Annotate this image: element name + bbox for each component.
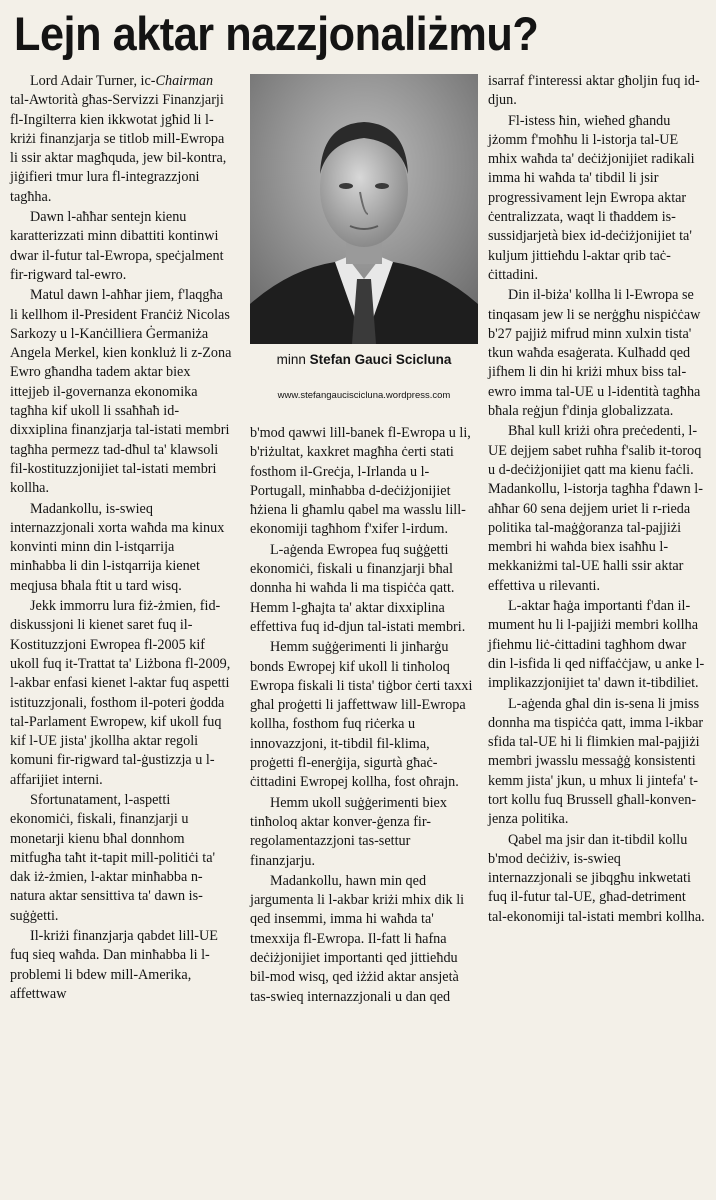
paragraph: Bħal kull kriżi oħra preċedenti, l-UE dejjem sabet ruħha f'salib it-toroq u d-deċiżjonijiet qatt ma kienu faċli. Madankollu, l-istorja tagħha f'dawn l-aħħar 60 sena dejjem uriet li r-rieda politika tal-maġġoranza tal-pajjiżi membri hi waħda biex isaħħu l-mekkaniżmi tal-UE ħalli ssir aktar effettiva u rilevanti. — [488, 423, 703, 594]
paragraph: Hemm ukoll suġġerimenti biex tinħoloq aktar konver-ġenza fir-regolamentazzjoni tas-settur finanzjarju. — [250, 794, 447, 869]
author-name: Stefan Gauci Scicluna — [309, 352, 452, 367]
author-portrait-image — [250, 74, 478, 344]
paragraph: Madankollu, is-swieq internazzjonali xorta waħda ma kinux konvinti minn din l-istqarrija minħabba li din l-istqarrija kienet meqjusa bħala ftit u tard wisq. — [10, 500, 225, 594]
author-photo — [250, 74, 478, 344]
paragraph: isarraf f'interessi aktar għoljin fuq id-djun. — [488, 73, 700, 109]
paragraph: Hemm suġġerimenti li jinħarġu bonds Ewropej kif ukoll li tinħoloq Ewropa fiskali li tista' tiġbor ċerti taxxi għal proġetti li jaffettwaw lill-Ewropa kollha, fosthom fuq riċerka u innovazzjoni, it-tibdil fil-klima, proġetti fl-enerġija, sigurtà għaċ-ċittadini Ewropej kollha, fost oħrajn. — [250, 639, 473, 791]
author-website: www.stefangaucisciclunа.wordpress.com — [277, 390, 451, 401]
paragraph: b'mod qawwi lill-banek fl-Ewropa u li, b'riżultat, kaxkret magħha ċerti stati fosthom il-Greċja, l-Irlanda u l-Portugall, minħabba d-deċiżjonijiet ħżiena li għamlu qabel ma wasslu lill-ekonomiji tagħhom f'xifer l-irdum. — [250, 425, 471, 538]
paragraph: Qabel ma jsir dan it-tibdil kollu b'mod deċiżiv, is-swieq internazzjonali se jibqgħu inkwetati fuq il-futur tal-UE, għad-detriment tal-ekonomiji tal-istati membri kollha. — [488, 831, 705, 925]
paragraph: L-aġenda Ewropea fuq suġġetti ekonomiċi, fiskali u finanzjarji bħal donnha hi waħda li ma tispiċċa qatt. Hemm l-għajta ta' aktar dixxiplina effettiva fuq id-djun tal-istati membri. — [250, 541, 466, 635]
column-2 — [250, 424, 474, 1007]
paragraph: Fl-istess ħin, wieħed għandu jżomm f'moħħu li l-istorja tal-UE mhix waħda ta' deċiżjonijiet radikali imma hi waħda ta' tibdil li jsir progressivament lejn Ewropa aktar ċentralizzata, waqt li tħaddem is-sussidjarjetà biex id-deċiżjonijiet ta' kuljum jittieħdu l-aktar qrib taċ-ċittadini. — [488, 112, 695, 283]
paragraph: Madankollu, hawn min qed jargumenta li l-akbar kriżi mhix dik li qed insemmi, imma hi waħda ta' tmexxija fl-Ewropa. Il-fatt li ħafna deċiżjonijiet importanti qed jittieħdu bil-mod wisq, qed iżżid aktar ansjetà tas-swieq internazzjonali u dan qed — [250, 872, 465, 1005]
paragraph: Lord Adair Turner, ic-Chairman tal-Awtorità għas-Servizzi Finanzjarji fl-Ingilterra kien ikkwotat jgħid li l-kriżi finanzjarja se titlob mill-Ewropa li ssir aktar magħquda, jew bil-kontra, jiġifieri tmur lura fl-integrazzjoni tagħha. — [10, 73, 227, 205]
paragraph: Sfortunatament, l-aspetti ekonomiċi, fiskali, finanzjarji u monetarji kienu bħal donnhom mitfugħa taħt it-tapit mill-politiċi ta' dak iż-żmien, l-aktar minħabba n-natura aktar sensittiva ta' dawn is-suġġetti. — [10, 791, 216, 924]
article-body — [10, 72, 706, 1192]
paragraph: Matul dawn l-aħħar jiem, f'laqgħa li kellhom il-President Franċiż Nicolas Sarkozy u l-Kanċilliera Ġermaniża Angela Merkel, kien konkluż li z-Zona Ewro għandha tadem aktar biex ittejjeb il-governanza ekonomika tagħha kif ukoll li ssaħħaħ id-dixxiplina finanzjarja tal-istati membri tagħha permezz tad-dħul ta' klawsoli fil-kostituzzjonijiet tal-istati membri kollha. — [10, 287, 232, 497]
byline: minn Stefan Gauci Scicluna — [276, 352, 452, 367]
paragraph: Dawn l-aħħar sentejn kienu karatterizzati minn dibattiti kontinwi dwar il-futur tal-Ewropa, speċjalment fir-rigward tal-ewro. — [10, 209, 224, 283]
paragraph: L-aktar ħaġa importanti f'dan il-mument hu li l-pajjiżi membri kollha jfiehmu liċ-ċittadini tagħhom dwar din l-isfida li qed niffaċċjaw, u anke l-implikazzjonijiet ta' dawn it-tibdiliet. — [488, 598, 705, 692]
column-3 — [488, 72, 706, 927]
headline: Lejn aktar nazzjonaliżmu? — [14, 7, 539, 60]
paragraph: L-aġenda għal din is-sena li jmiss donnha ma tispiċċa qatt, imma l-ikbar sfida tal-UE hi li flimkien mal-pajjiżi membri jwasslu messaġġ konsistenti kemm jista' jkun, u mhux li jintefa' t-tort kollu fuq Brussell għall-konven-jenza politika. — [488, 695, 704, 828]
paragraph: Din il-biża' kollha li l-Ewropa se tinqasam jew li se nerġgħu nispiċċaw b'27 pajjiż mifrud minn xulxin tista' tkun waħda esaġerata. Kulħadd qed jifhem li din hi kriżi mhux biss tal-ewro imma tal-UE u l-identità tagħha bħala reġjun f'dinja globalizzata. — [488, 287, 701, 420]
paragraph: Jekk immorru lura fiż-żmien, fid-diskussjoni li kienet saret fuq il-Kostituzzjoni Ewropea fl-2005 kif ukoll fuq it-Trattat ta' Liżbona fl-2009, l-akbar enfasi kienet l-aktar fuq aspetti istituzzjonali, fosthom il-poteri ġodda tal-Parlament Ewropew, kif ukoll fuq kif l-UE jista' jkollha aktar regoli komuni fir-rigward tal-ġustizzja u l-affarijiet interni. — [10, 598, 231, 788]
paragraph: Il-kriżi finanzjarja qabdet lill-UE fuq sieq waħda. Dan minħabba li l-problemi li bdew mill-Amerika, affettwaw — [10, 928, 218, 1002]
column-1 — [10, 72, 232, 1004]
